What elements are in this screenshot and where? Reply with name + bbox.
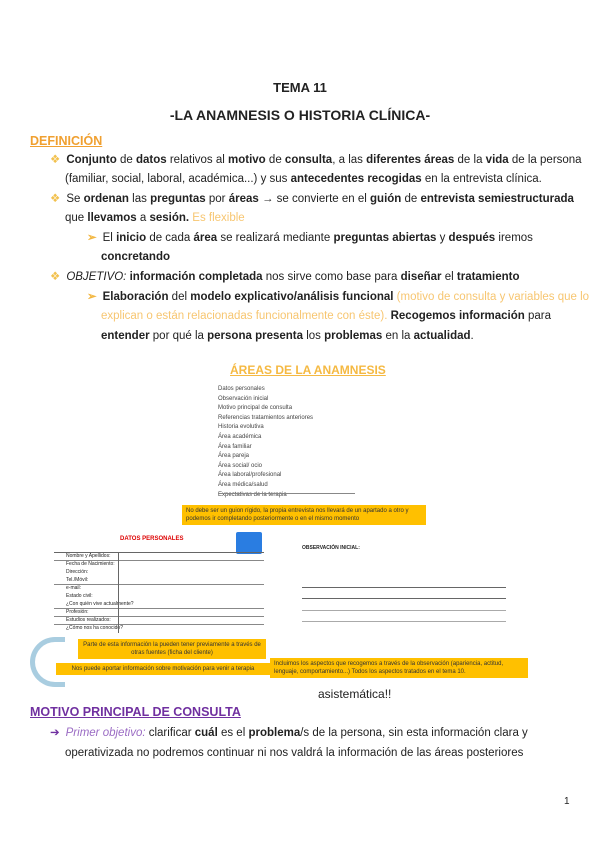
sub-bullet-3a-cont: explican o están relacionadas funcionalmente con éste). Recogemos información para: [101, 310, 552, 322]
section-motivo: MOTIVO PRINCIPAL DE CONSULTA: [30, 705, 241, 719]
area-item: Datos personales: [218, 386, 265, 392]
bullet-1: ❖ Conjunto de datos relativos al motivo de consulta, a las diferentes áreas de la vida de la persona: [50, 154, 582, 166]
table-row: Estado civil:: [66, 593, 93, 599]
arrow-bullet-icon: ➢: [87, 232, 97, 244]
table-row: Estudios realizados:: [54, 617, 264, 625]
table-row: Nombre y Apellidos:: [54, 553, 264, 561]
bullet-2-cont: que llevamos a sesión. Es flexible: [65, 212, 245, 224]
arrow-bullet-icon: ➢: [87, 291, 97, 303]
note-observacion: Incluimos los aspectos que recogemos a través de la observación (apariencia, actitud, lenguaje, comportamiento...) Todos los aspectos tratados en el tema 10.: [270, 658, 528, 678]
area-item: Observación inicial: [218, 395, 269, 402]
diamond-bullet-icon: ❖: [50, 193, 61, 205]
note-fuentes: Parte de esta información la pueden tener previamente a través de otras fuentes (ficha del cliente): [78, 639, 266, 659]
table-row: ¿Cómo nos ha conocido?: [66, 625, 123, 631]
datos-heading: DATOS PERSONALES: [120, 536, 184, 542]
observacion-heading: OBSERVACIÓN INICIAL:: [302, 545, 360, 551]
curved-arrow-icon: [30, 637, 65, 687]
bullet-1-cont: (familiar, social, laboral, académica...) y sus antecedentes recogidas en la entrevista clínica.: [65, 173, 542, 185]
table-row: Dirección:: [66, 569, 89, 575]
doc-title: TEMA 11: [273, 80, 327, 95]
sub-bullet-3a-cont2: entender por qué la persona presenta los problemas en la actualidad.: [101, 330, 474, 342]
motivo-line-1: ➔ Primer objetivo: clarificar cuál es el problema/s de la persona, sin esta información clara y: [50, 727, 528, 739]
area-item: Área académica: [218, 433, 262, 440]
datos-table: [54, 552, 264, 633]
sub-bullet-2a-cont: concretando: [101, 251, 171, 263]
page-number: 1: [564, 796, 570, 807]
bullet-2: ❖ Se ordenan las preguntas por áreas → se convierte en el guión de entrevista semiestructurada: [50, 193, 574, 205]
area-item: Área social/ ocio: [218, 462, 263, 469]
area-item: Área familiar: [218, 443, 252, 450]
table-row: Tel./Móvil:: [54, 577, 264, 585]
table-row: ¿Con quién vive actualmente?: [54, 601, 264, 609]
area-item: Referencias tratamientos anteriores: [218, 414, 314, 421]
area-item: Expectativas de la terapia: [218, 491, 287, 498]
areas-heading: ÁREAS DE LA ANAMNESIS: [230, 363, 386, 377]
area-item: Historia evolutiva: [218, 424, 264, 431]
area-item: Motivo principal de consulta: [218, 405, 293, 412]
diamond-bullet-icon: ❖: [50, 154, 61, 166]
sub-bullet-3a: ➢ Elaboración del modelo explicativo/análisis funcional (motivo de consulta y variables que lo: [87, 291, 590, 303]
note-guion: No debe ser un guion rígido, la propia entrevista nos llevará de un apartado a otro y podemos ir completando posteriormente o en el mismo momento: [182, 505, 426, 525]
section-definicion: DEFINICIÓN: [30, 134, 103, 148]
areas-list: [218, 385, 313, 500]
asistematica-text: asistemática!!: [318, 687, 392, 701]
area-item: Área pareja: [218, 453, 250, 460]
table-row: Profesión:: [54, 609, 264, 617]
area-item: Área médica/salud: [218, 481, 268, 488]
form-icon: [236, 532, 262, 554]
motivo-line-2: operativizada no podremos continuar ni nos valdrá la información de las áreas posteriores: [65, 747, 524, 759]
table-row: Fecha de Nacimiento:: [66, 561, 115, 567]
sub-bullet-2a: ➢ El inicio de cada área se realizará mediante preguntas abiertas y después iremos: [87, 232, 533, 244]
arrow-right-icon: ➔: [50, 727, 60, 739]
divider: [218, 493, 355, 494]
area-item: Área laboral/profesional: [218, 472, 282, 479]
table-row: e-mail:: [66, 585, 82, 591]
doc-subtitle: -LA ANAMNESIS O HISTORIA CLÍNICA-: [169, 107, 431, 123]
bullet-3: ❖ OBJETIVO: información completada nos sirve como base para diseñar el tratamiento: [50, 271, 520, 283]
note-motivacion: Nos puede aportar información sobre motivación para venir a terapia: [56, 663, 270, 675]
diamond-bullet-icon: ❖: [50, 271, 61, 283]
